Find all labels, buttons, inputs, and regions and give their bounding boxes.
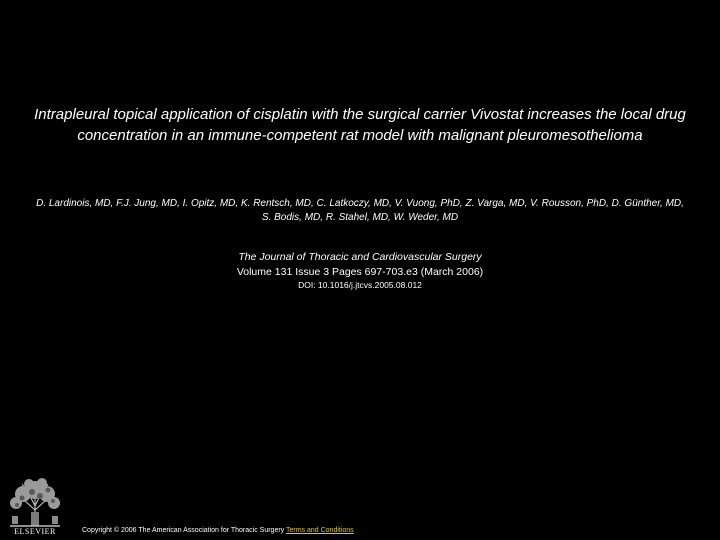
terms-and-conditions-link[interactable]: Terms and Conditions (285, 527, 354, 534)
journal-name: The Journal of Thoracic and Cardiovascular Surgery (238, 251, 482, 263)
copyright-text: Copyright © 2006 The American Association for Thoracic Surgery (82, 527, 286, 534)
article-title: Intrapleural topical application of cisplatin with the surgical carrier Vivostat increases the local drug concentration in an immune-competent rat model with malignant pleuromesothelioma (34, 106, 686, 144)
journal-citation (110, 250, 610, 280)
volume-info: Volume 131 Issue 3 Pages 697-703.e3 (March 2006) (236, 266, 484, 278)
elsevier-wordmark: ELSEVIER (14, 527, 56, 536)
copyright-footer (82, 526, 354, 536)
doi: DOI: 10.1016/j.jtcvs.2005.08.012 (298, 280, 422, 290)
author-list: D. Lardinois, MD, F.J. Jung, MD, I. Opitz, MD, K. Rentsch, MD, C. Latkoczy, MD, V. Vuong, PhD, Z. Varga, MD, V. Rousson, PhD, D. Günther, MD, S. Bodis, MD, R. Stahel, MD, W. Weder, MD (36, 198, 684, 223)
